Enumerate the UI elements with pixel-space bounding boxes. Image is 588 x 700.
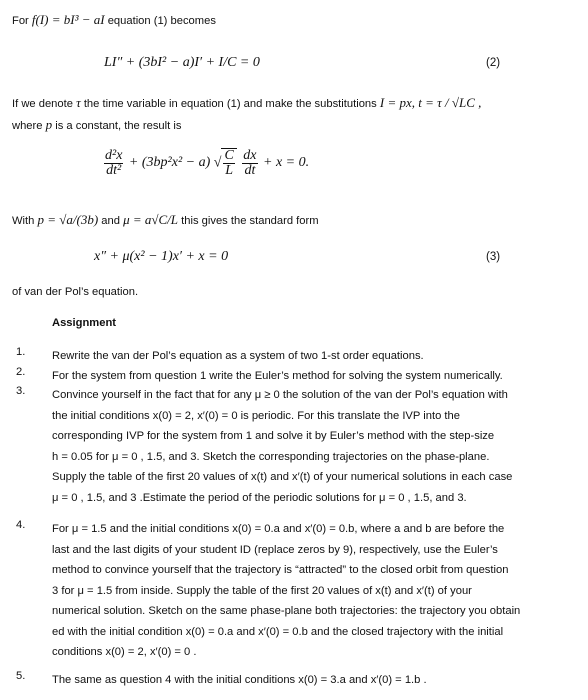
item-line: For the system from question 1 write the Euler’s method for solving the system numerically. xyxy=(52,370,503,382)
intro-line-4-post: is a constant, the result is xyxy=(55,120,182,132)
with-line-pre: With xyxy=(12,215,35,227)
intro-line-3-mid: the time variable in equation (1) and make the substitutions xyxy=(83,98,377,110)
item-line: Rewrite the van der Pol’s equation as a system of two 1-st order equations. xyxy=(52,350,424,362)
intro-line-3 xyxy=(12,95,481,111)
fraction-numerator: dx xyxy=(243,147,257,163)
scaled-equation xyxy=(102,148,309,178)
intro-line-3-pre: If we denote xyxy=(12,98,73,110)
intro-line-1-math: f(I) = bI³ − aI xyxy=(31,12,105,27)
equation-2: LI″ + (3bI² − a)I′ + I/C = 0 xyxy=(104,55,260,70)
item-number: 3. xyxy=(16,385,26,397)
sqrt-numerator: C xyxy=(224,148,234,163)
item-line: Convince yourself in the fact that for any μ ≥ 0 the solution of the van der Pol’s equation with xyxy=(52,389,508,401)
item-line: corresponding IVP for the system from 1 and solve it by Euler’s method with the step-size xyxy=(52,430,495,442)
item-number: 4. xyxy=(16,519,26,531)
item-number: 2. xyxy=(16,366,26,378)
item-line: numerical solution. Sketch on the same phase-plane both trajectories: the trajectory you obtain xyxy=(52,605,521,617)
with-line-post: this gives the standard form xyxy=(181,215,319,227)
item-number: 5. xyxy=(16,670,26,682)
sqrt-c-over-l: √ $\frac{C}{L}$ xyxy=(214,148,237,178)
item-number: 1. xyxy=(16,346,26,358)
with-line-mu: μ = a√C/L xyxy=(123,212,179,227)
item-line: The same as question 4 with the initial conditions x(0) = 3.a and x′(0) = 1.b . xyxy=(52,674,427,686)
intro-line-3-tau: τ xyxy=(76,95,81,110)
intro-line-1-pre: For xyxy=(12,15,29,27)
item-line: method to convince yourself that the trajectory is “attracted” to the closed orbit from question xyxy=(52,564,509,576)
assignment-heading: Assignment xyxy=(52,317,117,329)
second-derivative-fraction xyxy=(104,149,123,178)
item-line: For μ = 1.5 and the initial conditions x(0) = 0.a and x′(0) = 0.b, where a and b are before the xyxy=(52,523,505,535)
item-line: last and the last digits of your student ID (replace zeros by 9), respectively, use the Euler’s xyxy=(52,543,498,556)
intro-line-3-subs: I = px, t = τ / √LC , xyxy=(379,95,482,110)
sqrt-denominator: L xyxy=(225,163,233,178)
van-der-pol-line: of van der Pol’s equation. xyxy=(12,286,139,298)
scaled-equation-paren: + (3bp²x² − a) xyxy=(128,155,211,170)
intro-line-4 xyxy=(12,117,181,133)
item-line: conditions x(0) = 2, x′(0) = 0 . xyxy=(52,646,197,658)
with-line-p: p = √a/(3b) xyxy=(37,212,99,227)
fraction-numerator: d²x xyxy=(105,147,123,163)
item-line: ed with the initial condition x(0) = 0.a and x′(0) = 0.b and the closed trajectory with the initial xyxy=(52,625,504,638)
with-line xyxy=(12,212,319,228)
intro-line-1 xyxy=(12,12,216,28)
fraction-denominator: dt xyxy=(244,162,256,178)
first-derivative-fraction xyxy=(242,149,257,178)
intro-line-4-pre: where xyxy=(12,120,43,132)
equation-3-number: (3) xyxy=(486,251,501,263)
fraction-denominator: dt² xyxy=(106,162,122,178)
intro-line-4-p: p xyxy=(45,117,53,132)
item-line: the initial conditions x(0) = 2, x′(0) = 0 is periodic. For this translate the IVP into the xyxy=(52,409,460,422)
intro-line-1-post: equation (1) becomes xyxy=(107,15,216,27)
item-line: Supply the table of the first 20 values of x(t) and x′(t) of your numerical solutions in each case xyxy=(52,471,513,483)
equation-3: x″ + μ(x² − 1)x′ + x = 0 xyxy=(94,249,229,264)
equation-2-number: (2) xyxy=(486,57,501,69)
item-line: 3 for μ = 1.5 from inside. Supply the table of the first 20 values of x(t) and x′(t) of your xyxy=(52,584,472,597)
scaled-equation-tail: + x = 0. xyxy=(263,155,310,170)
item-line: h = 0.05 for μ = 0 , 1.5, and 3. Sketch the corresponding trajectories on the phase-plane. xyxy=(52,450,490,463)
item-line: μ = 0 , 1.5, and 3 .Estimate the period of the periodic solutions for μ = 0 , 1.5, and 3. xyxy=(52,491,467,504)
with-line-and: and xyxy=(101,215,120,227)
